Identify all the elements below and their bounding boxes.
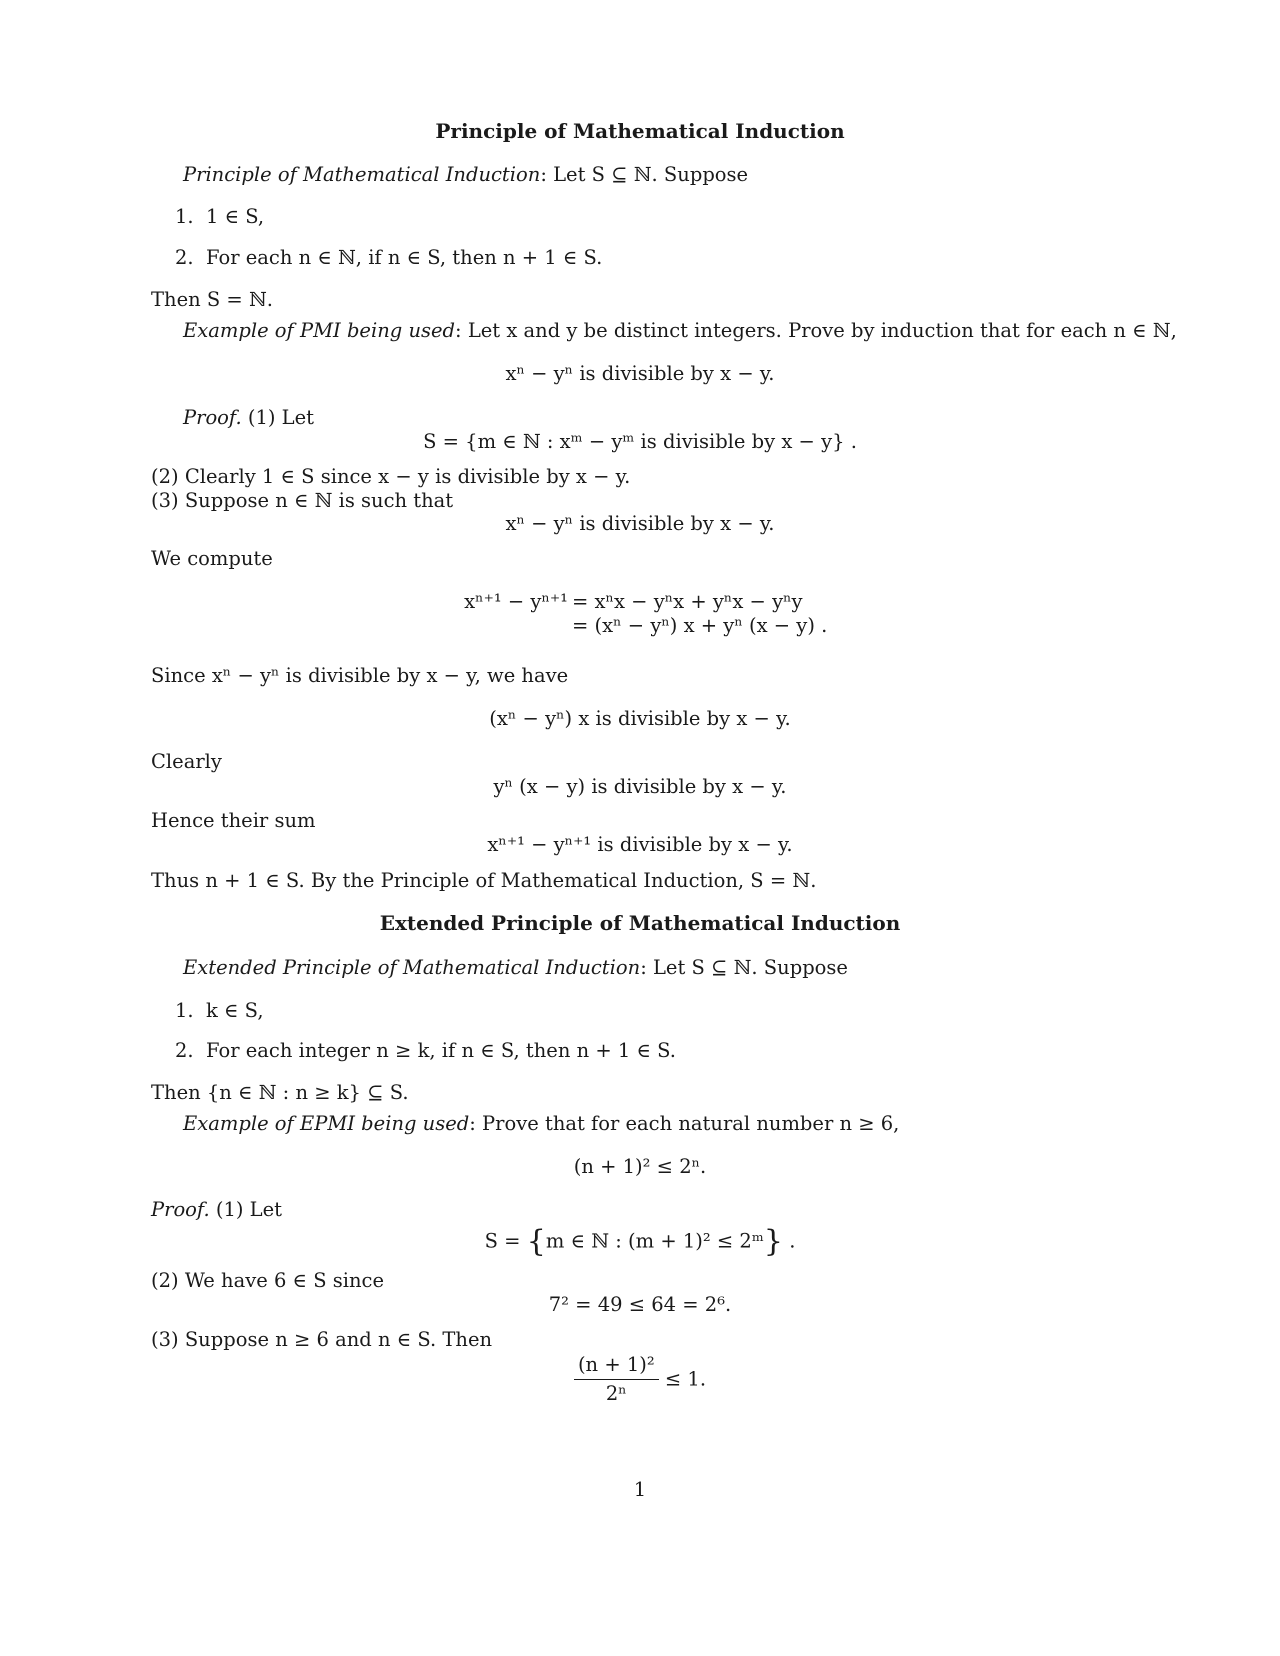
pmi-hypothesis-formula: xⁿ − yⁿ is divisible by x − y. xyxy=(505,512,775,535)
section-title-pmi: Principle of Mathematical Induction xyxy=(435,119,845,143)
epmi-conclusion: Then {n ∈ ℕ : n ≥ k} ⊆ S. xyxy=(151,1081,409,1104)
pmi-proof-step2: (2) Clearly 1 ∈ S since x − y is divisible by x − y. xyxy=(151,465,631,488)
computation-line-1: = xⁿx − yⁿx + yⁿx − yⁿy xyxy=(572,590,803,613)
fraction xyxy=(574,1353,659,1407)
pmi-proof-step1 xyxy=(183,406,314,430)
list-item-text: k ∈ S, xyxy=(206,999,264,1022)
pmi-clearly-label: Clearly xyxy=(151,750,222,773)
epmi-statement-text: : Let S ⊆ ℕ. Suppose xyxy=(640,956,848,979)
pmi-proof-step3: (3) Suppose n ∈ ℕ is such that xyxy=(151,489,454,512)
list-item-text: 1 ∈ S, xyxy=(206,205,265,228)
proof-step1-text: (1) Let xyxy=(247,406,315,429)
pmi-conclusion: Then S = ℕ. xyxy=(151,288,273,311)
epmi-set-definition xyxy=(0,1223,1280,1261)
pmi-statement-label: Principle of Mathematical Induction xyxy=(183,163,541,186)
pmi-example-formula: xⁿ − yⁿ is divisible by x − y. xyxy=(505,362,775,385)
epmi-statement xyxy=(183,956,848,980)
epmi-item-2 xyxy=(175,1039,676,1063)
list-number: 2. xyxy=(175,246,194,269)
list-item-text: For each n ∈ ℕ, if n ∈ S, then n + 1 ∈ S. xyxy=(206,246,603,269)
page-number: 1 xyxy=(633,1478,647,1501)
list-item-text: For each integer n ≥ k, if n ∈ S, then n + 1 ∈ S. xyxy=(206,1039,676,1062)
epmi-fraction-inequality xyxy=(0,1353,1280,1407)
epmi-proof-step1 xyxy=(151,1198,282,1222)
proof-step1-text: (1) Let xyxy=(215,1198,283,1221)
computation-lhs: xⁿ⁺¹ − yⁿ⁺¹ xyxy=(464,590,568,613)
set-open-brace: { xyxy=(526,1224,546,1259)
set-lhs: S = xyxy=(484,1229,527,1253)
epmi-statement-label: Extended Principle of Mathematical Induction xyxy=(183,956,641,979)
pmi-since-text: Since xⁿ − yⁿ is divisible by x − y, we have xyxy=(151,664,569,687)
list-number: 1. xyxy=(175,999,194,1022)
computation-line-2: = (xⁿ − yⁿ) x + yⁿ (x − y) . xyxy=(572,614,828,638)
fraction-numerator: (n + 1)² xyxy=(574,1353,659,1380)
pmi-computation xyxy=(450,590,827,645)
epmi-example-text: : Prove that for each natural number n ≥ 6, xyxy=(469,1112,900,1135)
epmi-example xyxy=(183,1112,899,1136)
set-end: . xyxy=(783,1229,796,1253)
pmi-item-2 xyxy=(175,246,602,270)
epmi-proof-step3: (3) Suppose n ≥ 6 and n ∈ S. Then xyxy=(151,1328,493,1351)
pmi-statement-text: : Let S ⊆ ℕ. Suppose xyxy=(540,163,749,186)
pmi-item-1 xyxy=(175,205,264,229)
pmi-hence-label: Hence their sum xyxy=(151,809,316,832)
fraction-denominator: 2ⁿ xyxy=(605,1382,627,1406)
epmi-proof-step2: (2) We have 6 ∈ S since xyxy=(151,1269,385,1292)
section-title-epmi: Extended Principle of Mathematical Induction xyxy=(379,911,901,935)
pmi-example-text: : Let x and y be distinct integers. Prove by induction that for each n ∈ ℕ, xyxy=(455,319,1177,342)
list-number: 1. xyxy=(175,205,194,228)
pmi-example xyxy=(183,319,1177,343)
epmi-item-1 xyxy=(175,999,264,1023)
fraction-relation: ≤ 1. xyxy=(664,1367,707,1391)
pmi-example-label: Example of PMI being used xyxy=(183,319,456,342)
epmi-example-formula: (n + 1)² ≤ 2ⁿ. xyxy=(573,1155,707,1178)
epmi-example-label: Example of EPMI being used xyxy=(183,1112,470,1135)
list-number: 2. xyxy=(175,1039,194,1062)
epmi-step2-formula: 7² = 49 ≤ 64 = 2⁶. xyxy=(548,1293,732,1316)
pmi-clearly-formula: yⁿ (x − y) is divisible by x − y. xyxy=(493,775,787,798)
pmi-thus-text: Thus n + 1 ∈ S. By the Principle of Mathematical Induction, S = ℕ. xyxy=(151,869,817,892)
proof-label: Proof. xyxy=(151,1198,210,1221)
set-close-brace: } xyxy=(763,1224,784,1259)
pmi-since-formula: (xⁿ − yⁿ) x is divisible by x − y. xyxy=(489,707,791,730)
pmi-sum-formula: xⁿ⁺¹ − yⁿ⁺¹ is divisible by x − y. xyxy=(487,833,793,856)
pmi-statement xyxy=(183,163,748,187)
proof-label: Proof. xyxy=(183,406,242,429)
pmi-compute-label: We compute xyxy=(151,547,273,570)
set-inner: m ∈ ℕ : (m + 1)² ≤ 2ᵐ xyxy=(545,1229,764,1253)
pmi-set-definition: S = {m ∈ ℕ : xᵐ − yᵐ is divisible by x − y} . xyxy=(423,430,857,453)
